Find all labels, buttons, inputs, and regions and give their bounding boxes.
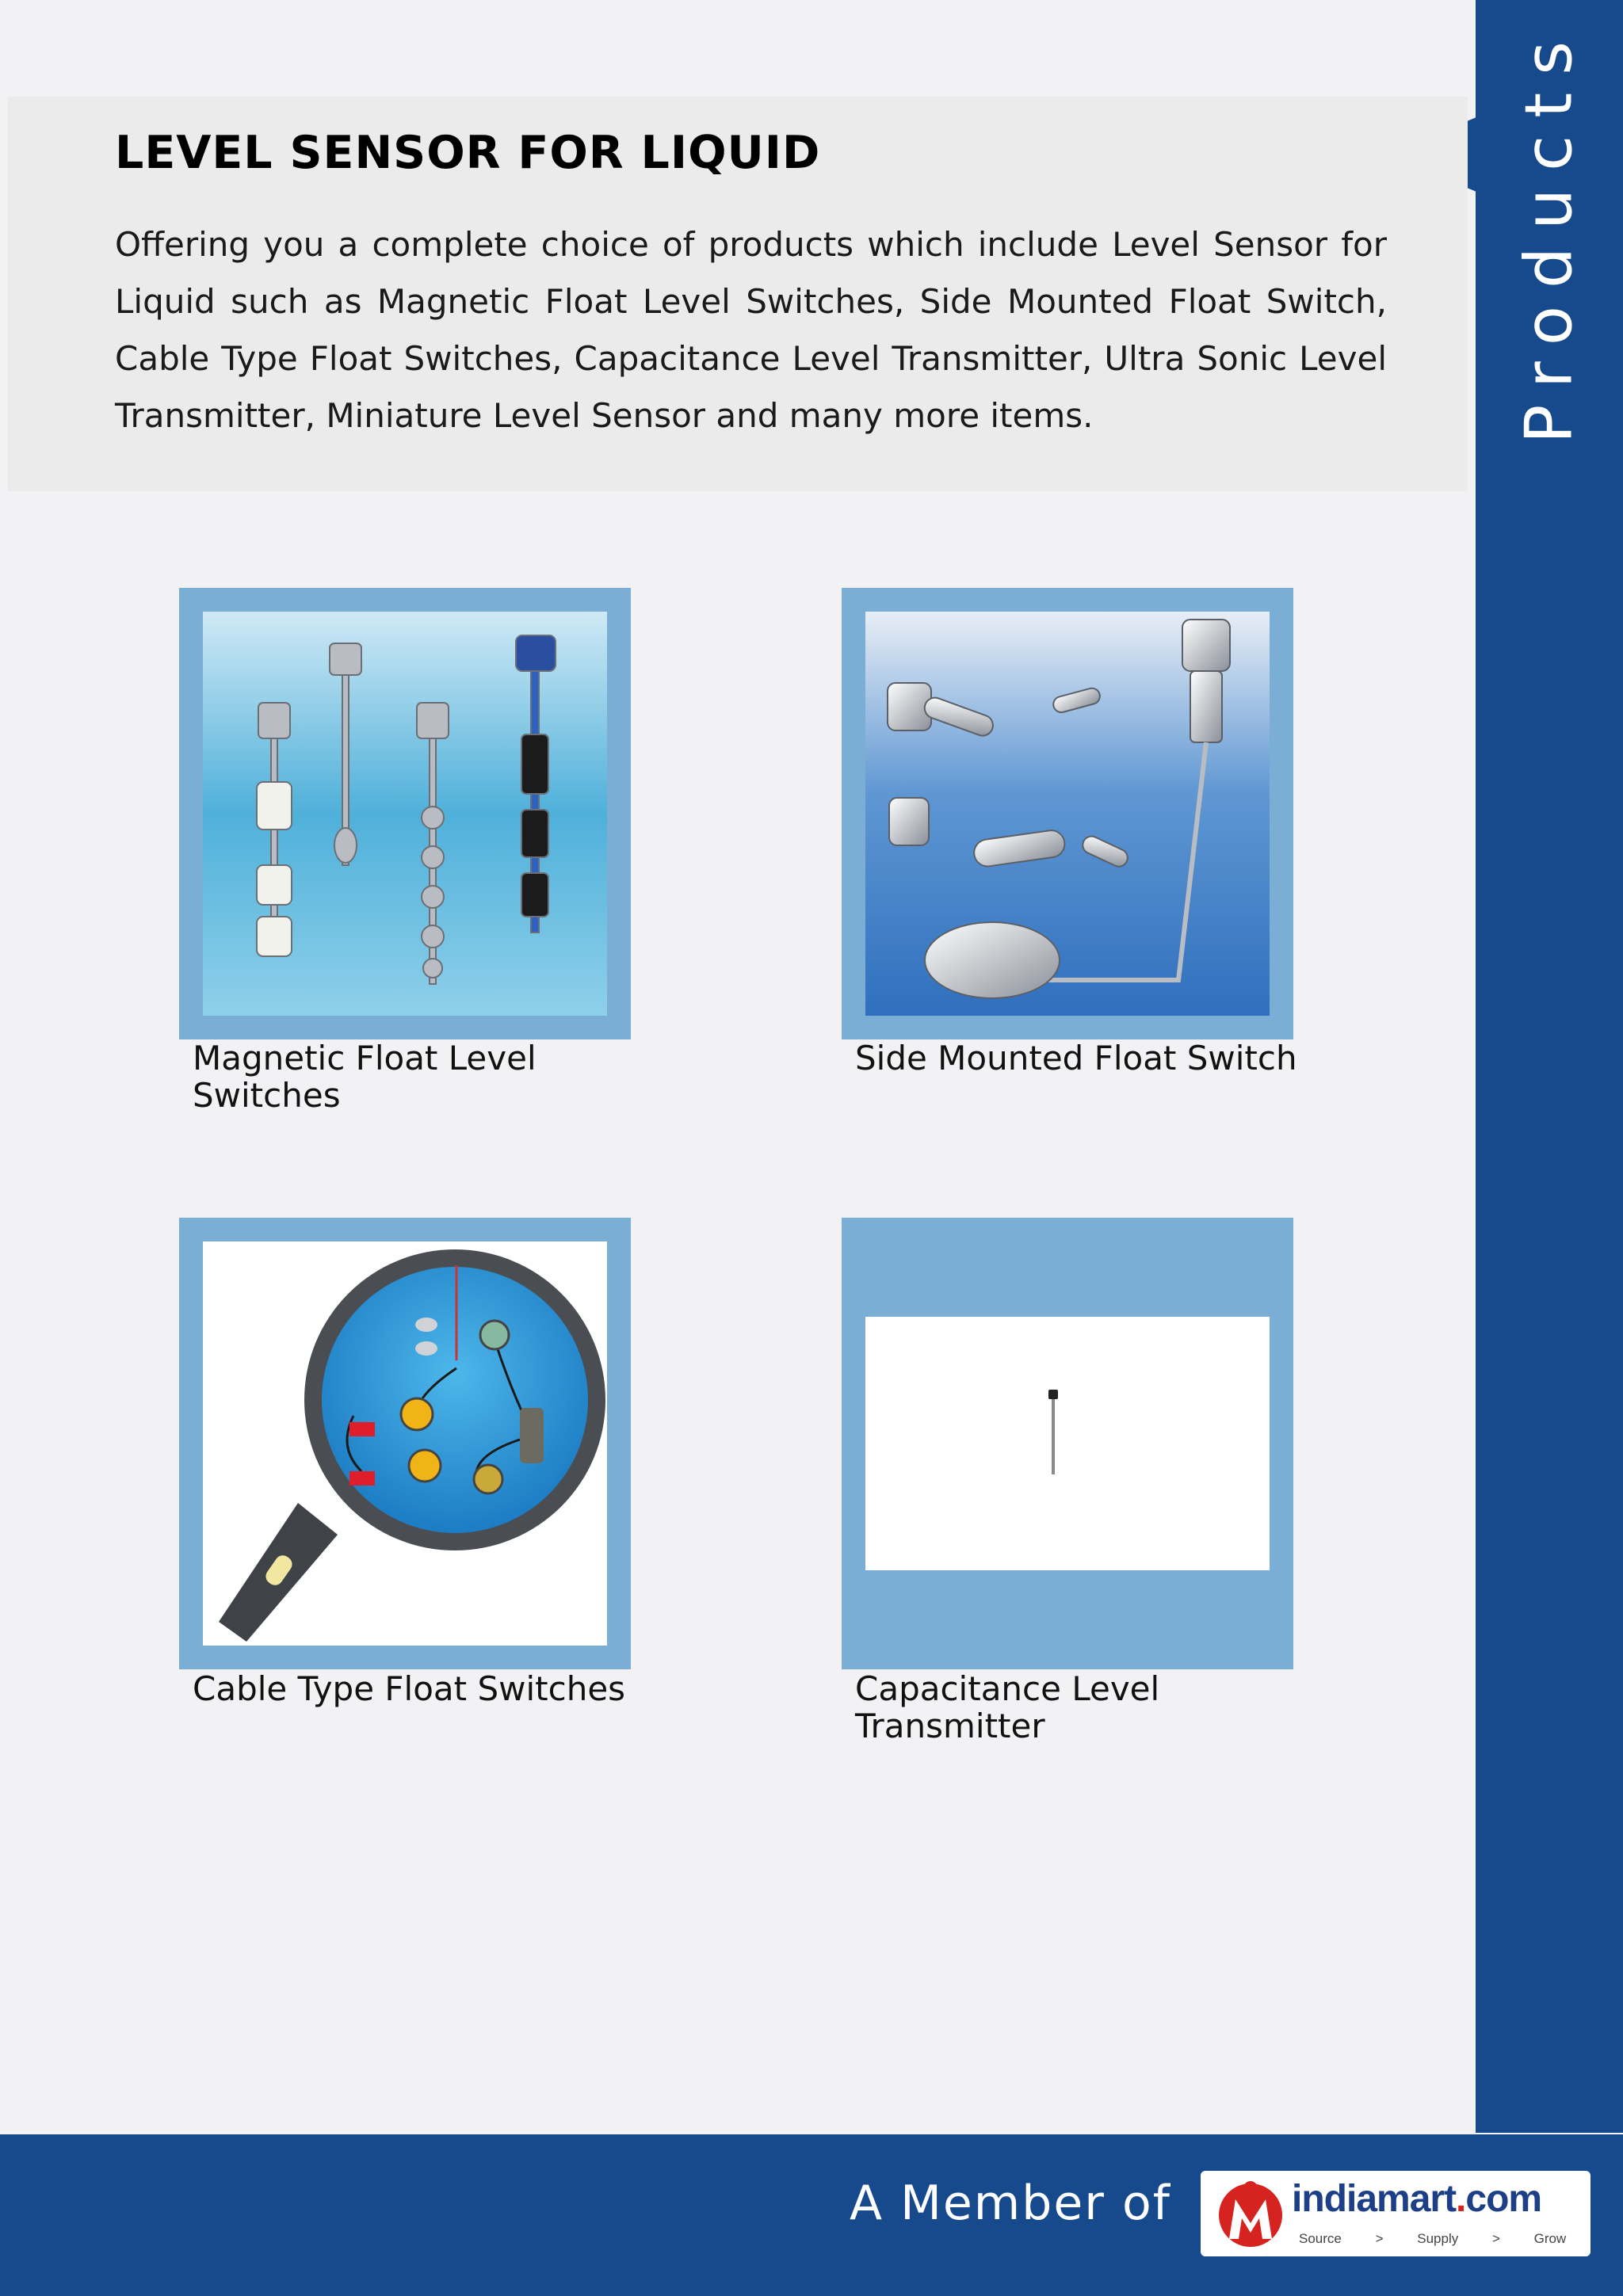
- intro-description: Offering you a complete choice of products which include Level Sensor for Liquid such as Magnetic Float Level Switches, Side Mounted Float Switch, Cable Type Float Switches, Capacitance Level Transmitter, Ultra Sonic Level Transmitter, Miniature Level Sensor and many more items.: [115, 225, 1387, 435]
- product-card-cable-type-float[interactable]: [179, 1218, 631, 1669]
- product-image: [203, 612, 607, 1016]
- logo-tagline: Source > Supply > Grow: [1299, 2231, 1567, 2246]
- sidebar-label: Products: [1511, 23, 1587, 444]
- product-image: [865, 612, 1270, 1016]
- product-caption: Cable Type Float Switches: [193, 1669, 626, 1708]
- logo-wordmark: indiamart.com: [1292, 2178, 1542, 2220]
- product-caption: Side Mounted Float Switch: [855, 1039, 1297, 1077]
- indiamart-logo[interactable]: [1201, 2171, 1591, 2256]
- product-image: [203, 1241, 607, 1646]
- product-image: [865, 1317, 1270, 1570]
- product-caption: Magnetic Float Level Switches: [193, 1039, 537, 1115]
- member-text: A Member of: [850, 2176, 1171, 2231]
- product-card-capacitance-level[interactable]: [842, 1218, 1293, 1669]
- product-card-magnetic-float[interactable]: [179, 588, 631, 1039]
- product-card-side-mounted-float[interactable]: [842, 588, 1293, 1039]
- page-title: LEVEL SENSOR FOR LIQUID: [115, 127, 821, 179]
- product-caption: Capacitance Level Transmitter: [855, 1669, 1160, 1745]
- indiamart-m-icon: [1212, 2177, 1289, 2250]
